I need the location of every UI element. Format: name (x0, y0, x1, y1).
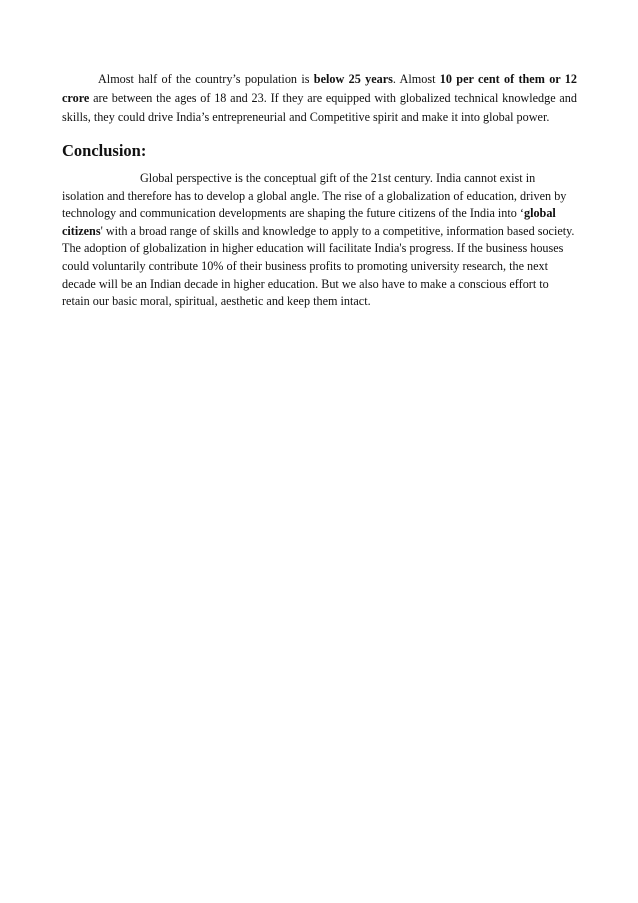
bold-phrase: below 25 years (313, 72, 393, 86)
conclusion-paragraph (62, 170, 577, 311)
conclusion-heading: Conclusion: (62, 141, 147, 160)
paragraph-text: . Almost (392, 72, 440, 86)
bold-phrase: 10 per cent of them or 12 crore (62, 72, 577, 105)
paragraph-text: Global perspective is the conceptual gift of the 21st century. India cannot exist in isolation and therefore has to develop a global angle. The rise of a globalization of education, driven by technology and communication developments are shaping the future citizens of the India into ‘ (62, 171, 567, 221)
paragraph-text: are between the ages of 18 and 23. If they are equipped with globalized technical knowledge and skills, they could drive India’s entrepreneurial and Competitive spirit and make it into global power. (62, 91, 577, 124)
document-body (62, 70, 577, 311)
paragraph-text: ' with a broad range of skills and knowledge to apply to a competitive, information based society. The adoption of globalization in higher education will facilitate India's progress. If the business houses could voluntarily contribute 10% of their business profits to promoting university research, the next decade will be an Indian decade in higher education. But we also have to make a conscious effort to retain our basic moral, spiritual, aesthetic and keep them intact. (62, 223, 575, 309)
bold-phrase: global citizens (62, 206, 556, 238)
paragraph-text: Almost half of the country’s population is (98, 72, 314, 86)
population-paragraph (62, 70, 577, 127)
